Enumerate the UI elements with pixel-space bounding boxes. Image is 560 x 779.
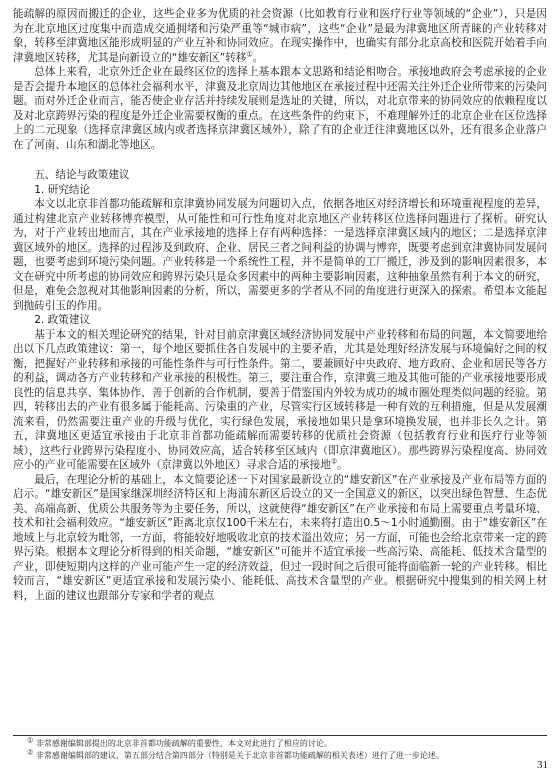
paragraph-summary: 总体上来看，北京外迁企业在最终区位的选择上基本跟本文思路和结论相吻合。承接地政府会考虑承接的企业是否会提升本地区的总体社会福利水平，津冀及北京周边其他地区在承接过程中还需关注外迁企业所带来的污染问题。而对外迁企业而言，能否使企业存活并持续发展则是选址的关键，所以，对北京带来的协同效应的依赖程度以及对北京跨界污染的程度是外迁企业需要权衡的重点。在这些条件的约束下，不难理解外迁的北京企业在区位选择上的二元现象（选择京津冀区域内或者选择京津冀区域外），除了有的企业迁往津冀地区以外，还有很多企业落户在了河南、山东和湖北等地区。 bbox=[13, 66, 547, 151]
page-number: 31 bbox=[537, 759, 548, 771]
footnote-2 bbox=[13, 750, 547, 762]
paragraph-continuation: 能疏解的原因而搬迁的企业，这些企业多为优质的社会资源（比如教育行业和医疗行业等领域的“企业”），只是因为在北京地区过度集中而造成交通拥堵和污染严重等“城市病”，这些“企业”是最为津冀地区所青睐的产业转移对象，转移至津冀地区能形成明显的产业互补和协同效应。在现实操作中，也确实有部分北京高校和医院开始着手向津冀地区转移，尤其是向新设立的“雄安新区”转移①。 bbox=[13, 8, 547, 64]
footnote-marker: ② bbox=[27, 748, 34, 757]
footnotes bbox=[13, 735, 547, 762]
paragraph-text: 能疏解的原因而搬迁的企业，这些企业多为优质的社会资源（比如教育行业和医疗行业等领域的“企业”），只是因为在北京地区过度集中而造成交通拥堵和污染严重等“城市病”，这些“企业”是最为津冀地区所青睐的产业转移对象，转移至津冀地区能形成明显的产业互补和协同效应。在现实操作中，也确实有部分北京高校和医院开始着手向津冀地区转移，尤其是向新设立的“雄安新区”转移 bbox=[13, 8, 547, 64]
section-heading: 五、结论与政策建议 bbox=[34, 169, 130, 181]
footnote-1 bbox=[13, 738, 547, 750]
footnote-ref-1: ① bbox=[246, 49, 253, 58]
paragraph-xiongan: 最后，在理论分析的基础上，本文简要论述一下对国家最新设立的“雄安新区”在产业承接及产业布局等方面的启示。“雄安新区”是国家继深圳经济特区和上海浦东新区后设立的又一全国意义的新区，以突出绿色智慧、生态优美、高端高新、优质公共服务等为主要任务，所以，这就使得“雄安新区”在产业承接和布局上需要重点考量环境、技术和社会福利效应。“雄安新区”距离北京仅100千米左右，未来将打造出0.5～1小时通勤圈。由于“雄安新区”在地域上与北京较为毗邻，一方面，将能较好地吸收北京的技术溢出效应；另一方面，可能也会给北京带来一定的跨界污染。根据本文理论分析得到的相关命题，“雄安新区”可能并不适宜承接一些高污染、高能耗、低技术含量型的产业，即使短期内这样的产业可能产生一定的经济效益，但过一段时间之后很可能将面临新一轮的产业转移。相比较而言，“雄安新区”更适宜承接和发展污染小、能耗低、高技术含量型的产业。根据研究中搜集到的相关网上材料，上面的建议也跟部分专家和学者的观点 bbox=[13, 473, 547, 602]
footnote-text: 非常感谢编辑部的建议，第五部分结合第四部分（特别是关于北京非首都功能疏解的相关表述）进行了进一步论述。 bbox=[35, 751, 444, 760]
subsection-heading-conclusions: 1. 研究结论 bbox=[34, 183, 91, 196]
footnote-marker: ① bbox=[27, 736, 34, 745]
main-text bbox=[13, 7, 547, 603]
paragraph-conclusions: 本文以北京非首都功能疏解和京津冀协同发展为问题切入点，依据各地区对经济增长和环境重视程度的差异，通过构建北京产业转移博弈模型，从可能性和可行性角度对北京地区产业转移区位选择问题进行了探析。研究认为，对于产业转出地而言，其在产业承接地的选择上存有两种选择：一是选择京津冀区域内的地区；二是选择京津冀区域外的地区。选择的过程涉及到政府、企业、居民三者之间利益的协调与博弈，既要考虑到京津冀协同发展问题，也要考虑到环境污染问题。产业转移是一个系统性工程，并不是简单的工厂搬迁，涉及到的影响因素很多，本文在研究中所考虑的协同效应和跨界污染只是众多因素中的两种主要影响因素，这种抽象虽然有利于本文的研究，但是，难免会忽视对其他影响因素的分析，所以，需要更多的学者从不同的角度进行更深入的探索。希望本文能起到抛砖引玉的作用。 bbox=[13, 198, 547, 312]
subsection-heading-policy: 2. 政策建议 bbox=[34, 314, 91, 326]
footnote-text: 非常感谢编辑部提出的北京非首都功能疏解的重要性，本文对此进行了相应的讨论。 bbox=[35, 739, 332, 748]
footnote-ref-2: ② bbox=[330, 457, 338, 466]
paragraph-text: 基于本文的相关理论研究的结果，针对目前京津冀区域经济协同发展中产业转移和布局的问题，本文简要地给出以下几点政策建议：第一，每个地区要抓住各自发展中的主要矛盾，尤其是处理好经济发展与环境偏好之间的权衡，把握好产业转移和承接的可能性条件与可行性条件。第二，要兼顾好中央政府、地方政府、企业和居民等各方的利益，调动各方产业转移和产业承接的积极性。第三，要注重合作，京津冀三地及其他可能的产业承接地要形成良性的信息共享、集体协作、善于创新的合作机制，要善于借鉴国内外较为成功的城市圈处理类似问题的经验。第四，转移出去的产业有很多属于能耗高、污染重的产业，尽管实行区域转移是一种有效的互利措施，但是从发展潮流来看，仍然需要注重产业的升级与优化，实行绿色发展，承接地如果只是拿环境换发展，也并非长久之计。第五，津冀地区更适宜承接由于北京非首都功能疏解而需要转移的优质社会资源（包括教育行业和医疗行业等领域），这些行业跨界污染程度小、协同效应高，适合转移至区域内（即京津冀地区）。那些跨界污染程度高、协同效应小的产业可能需要在区域外（京津冀以外地区）寻求合适的承接地 bbox=[13, 328, 547, 471]
paragraph-policy-suggestions: 基于本文的相关理论研究的结果，针对目前京津冀区域经济协同发展中产业转移和布局的问题，本文简要地给出以下几点政策建议：第一，每个地区要抓住各自发展中的主要矛盾，尤其是处理好经济发展与环境偏好之间的权衡，把握好产业转移和承接的可能性条件与可行性条件。第二，要兼顾好中央政府、地方政府、企业和居民等各方的利益，调动各方产业转移和产业承接的积极性。第三，要注重合作，京津冀三地及其他可能的产业承接地要形成良性的信息共享、集体协作、善于创新的合作机制，要善于借鉴国内外较为成功的城市圈处理类似问题的经验。第四，转移出去的产业有很多属于能耗高、污染重的产业，尽管实行区域转移是一种有效的互利措施，但是从发展潮流来看，仍然需要注重产业的升级与优化，实行绿色发展，承接地如果只是拿环境换发展，也并非长久之计。第五，津冀地区更适宜承接由于北京非首都功能疏解而需要转移的优质社会资源（包括教育行业和医疗行业等领域），这些行业跨界污染程度小、协同效应高，适合转移至区域内（即京津冀地区）。那些跨界污染程度高、协同效应小的产业可能需要在区域外（京津冀以外地区）寻求合适的承接地②。 bbox=[13, 328, 547, 471]
